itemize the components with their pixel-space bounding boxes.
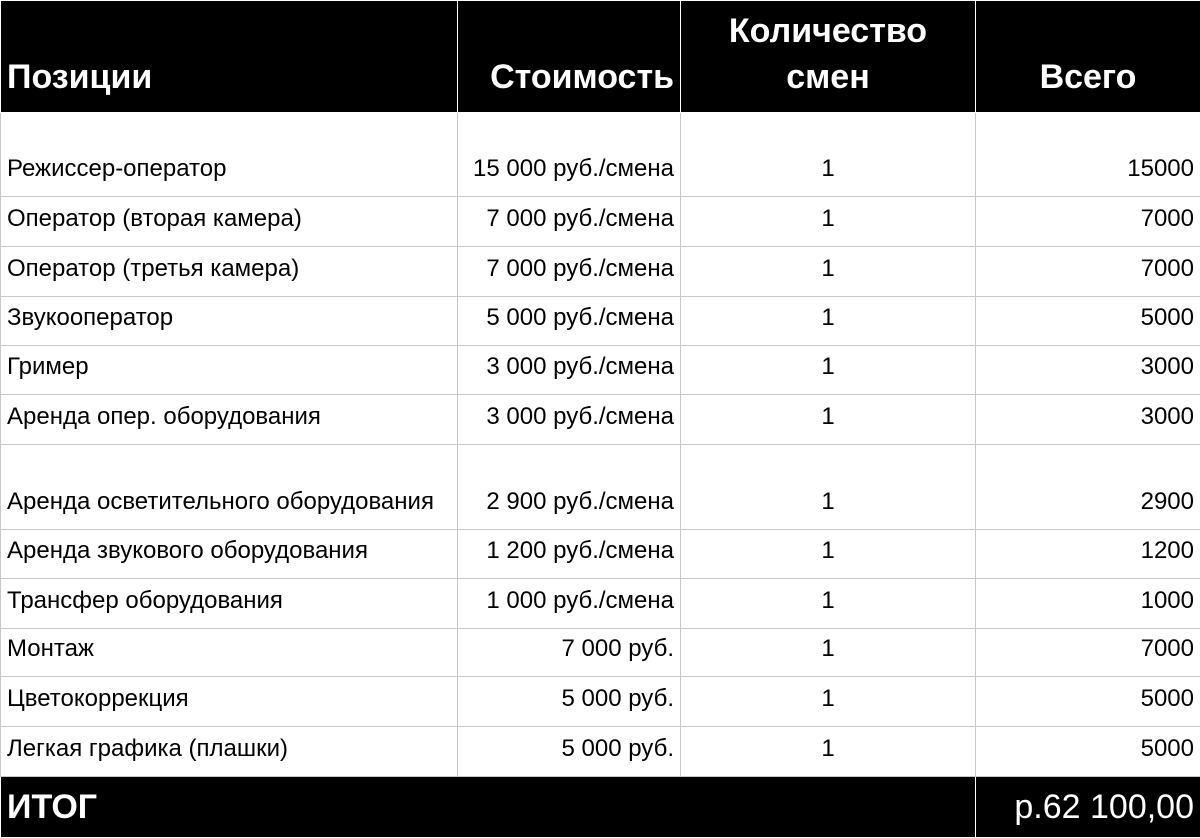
cell-shifts: 1 (681, 297, 976, 346)
cell-total: 7000 (976, 247, 1200, 297)
cell-shifts: 1 (681, 530, 976, 579)
cell-position: Цветокоррекция (1, 677, 458, 727)
table-row (1, 445, 1200, 530)
cell-position: Трансфер оборудования (1, 579, 458, 629)
cell-position: Аренда опер. оборудования (1, 395, 458, 445)
cell-cost: 1 200 руб./смена (458, 530, 681, 579)
cell-total: 7000 (976, 197, 1200, 247)
cell-cost: 2 900 руб./смена (458, 445, 681, 530)
cell-cost: 5 000 руб./смена (458, 297, 681, 346)
cell-position: Аренда звукового оборудования (1, 530, 458, 579)
cell-position: Легкая графика (плашки) (1, 727, 458, 777)
header-cost: Стоимость (458, 1, 681, 113)
cell-cost: 5 000 руб. (458, 727, 681, 777)
cell-total: 3000 (976, 346, 1200, 395)
cell-shifts: 1 (681, 113, 976, 197)
header-row (1, 1, 1200, 113)
cell-cost: 5 000 руб. (458, 677, 681, 727)
table-row (1, 297, 1200, 346)
cell-position: Режиссер-оператор (1, 113, 458, 197)
total-label: ИТОГ (1, 777, 976, 838)
cell-shifts: 1 (681, 579, 976, 629)
footer-row (1, 777, 1200, 838)
cell-total: 5000 (976, 677, 1200, 727)
cell-position: Монтаж (1, 629, 458, 677)
cell-shifts: 1 (681, 395, 976, 445)
table-row (1, 346, 1200, 395)
table-row (1, 197, 1200, 247)
cell-cost: 7 000 руб. (458, 629, 681, 677)
cell-cost: 7 000 руб./смена (458, 197, 681, 247)
header-shifts: Количество смен (681, 1, 976, 113)
cell-total: 1000 (976, 579, 1200, 629)
cell-total: 3000 (976, 395, 1200, 445)
table-row (1, 247, 1200, 297)
cell-cost: 1 000 руб./смена (458, 579, 681, 629)
table-row (1, 113, 1200, 197)
table-row (1, 677, 1200, 727)
cell-shifts: 1 (681, 247, 976, 297)
cell-shifts: 1 (681, 346, 976, 395)
cell-shifts: 1 (681, 629, 976, 677)
cell-position: Звукооператор (1, 297, 458, 346)
table-row (1, 530, 1200, 579)
table-row (1, 629, 1200, 677)
cell-cost: 15 000 руб./смена (458, 113, 681, 197)
cell-total: 15000 (976, 113, 1200, 197)
cell-cost: 7 000 руб./смена (458, 247, 681, 297)
header-position: Позиции (1, 1, 458, 113)
cell-shifts: 1 (681, 445, 976, 530)
grand-total: р.62 100,00 (976, 777, 1200, 838)
cell-position: Гример (1, 346, 458, 395)
cell-cost: 3 000 руб./смена (458, 395, 681, 445)
header-total: Всего (976, 1, 1200, 113)
cell-total: 2900 (976, 445, 1200, 530)
table-row (1, 727, 1200, 777)
cell-total: 7000 (976, 629, 1200, 677)
cell-cost: 3 000 руб./смена (458, 346, 681, 395)
cell-shifts: 1 (681, 677, 976, 727)
cell-position: Оператор (вторая камера) (1, 197, 458, 247)
cell-position: Оператор (третья камера) (1, 247, 458, 297)
cell-total: 5000 (976, 727, 1200, 777)
table-row (1, 579, 1200, 629)
cell-shifts: 1 (681, 727, 976, 777)
cell-total: 1200 (976, 530, 1200, 579)
table-row (1, 395, 1200, 445)
cell-shifts: 1 (681, 197, 976, 247)
cell-position: Аренда осветительного оборудования (1, 445, 458, 530)
cell-total: 5000 (976, 297, 1200, 346)
